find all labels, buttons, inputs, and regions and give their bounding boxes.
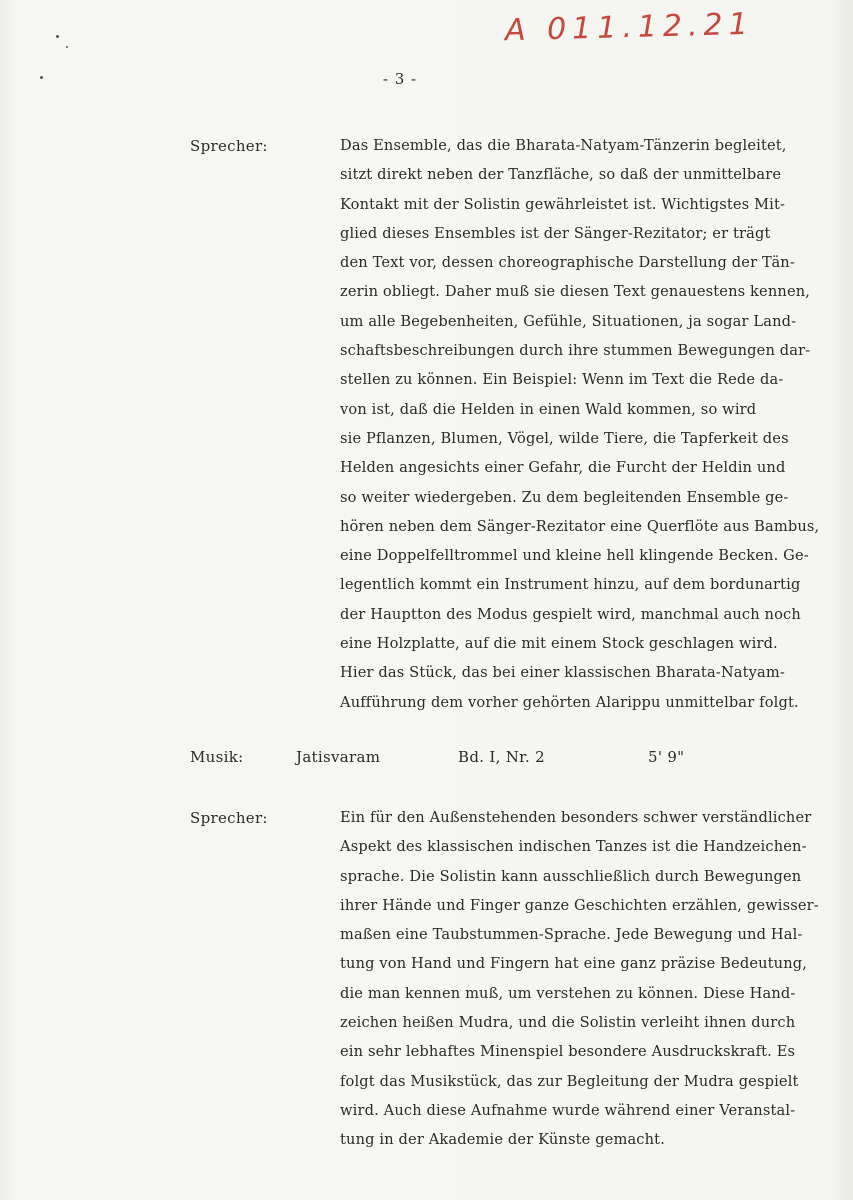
- paragraph-line: Ein für den Außenstehenden besonders schwer verständlicher: [340, 809, 812, 826]
- paragraph-line: stellen zu können. Ein Beispiel: Wenn im Text die Rede da-: [340, 371, 784, 389]
- handwritten-archive-number: A 011.12.21: [504, 6, 755, 49]
- paper-speck: [66, 46, 68, 48]
- paragraph-line: glied dieses Ensembles ist der Sänger-Rezitator; er trägt: [340, 224, 771, 242]
- paragraph-line: eine Doppelfelltrommel und kleine hell klingende Becken. Ge-: [340, 547, 809, 565]
- paragraph-line: um alle Begebenheiten, Gefühle, Situationen, ja sogar Land-: [340, 312, 797, 330]
- music-reference: Bd. I, Nr. 2: [458, 748, 545, 766]
- paragraph-line: den Text vor, dessen choreographische Darstellung der Tän-: [340, 254, 795, 272]
- paragraph-line: zeichen heißen Mudra, und die Solistin verleiht ihnen durch: [340, 1014, 796, 1032]
- paragraph-line: sitzt direkt neben der Tanzfläche, so daß der unmittelbare: [340, 166, 782, 184]
- paragraph-line: hören neben dem Sänger-Rezitator eine Querflöte aus Bambus,: [340, 517, 820, 535]
- speaker-label: Sprecher:: [190, 809, 268, 827]
- paragraph-line: Aspekt des klassischen indischen Tanzes ist die Handzeichen-: [340, 838, 807, 856]
- speaker-label: Sprecher:: [190, 137, 268, 155]
- paper-speck: [56, 35, 59, 38]
- paragraph-line: Aufführung dem vorher gehörten Alarippu unmittelbar folgt.: [340, 693, 799, 711]
- paragraph-line: von ist, daß die Helden in einen Wald kommen, so wird: [340, 400, 757, 418]
- music-duration: 5' 9": [648, 748, 685, 766]
- paragraph-line: tung von Hand und Fingern hat eine ganz präzise Bedeutung,: [340, 955, 808, 973]
- speaker-paragraph-2: [340, 803, 850, 1155]
- music-label: Musik:: [190, 748, 244, 766]
- paragraph-line: legentlich kommt ein Instrument hinzu, auf dem bordunartig: [340, 576, 801, 594]
- paragraph-line: maßen eine Taubstummen-Sprache. Jede Bewegung und Hal-: [340, 926, 803, 944]
- page-number: - 3 -: [382, 70, 418, 88]
- paragraph-line: tung in der Akademie der Künste gemacht.: [340, 1131, 665, 1149]
- paragraph-line: so weiter wiedergeben. Zu dem begleitenden Ensemble ge-: [340, 488, 789, 506]
- paragraph-line: sprache. Die Solistin kann ausschließlich durch Bewegungen: [340, 867, 802, 885]
- paragraph-line: sie Pflanzen, Blumen, Vögel, wilde Tiere, die Tapferkeit des: [340, 429, 789, 447]
- paragraph-line: der Hauptton des Modus gespielt wird, manchmal auch noch: [340, 605, 801, 623]
- paragraph-line: ein sehr lebhaftes Minenspiel besondere Ausdruckskraft. Es: [340, 1043, 796, 1061]
- paragraph-line: ihrer Hände und Finger ganze Geschichten erzählen, gewisser-: [340, 896, 819, 914]
- speaker-paragraph-1: [340, 131, 850, 717]
- paragraph-line: eine Holzplatte, auf die mit einem Stock geschlagen wird.: [340, 635, 778, 653]
- paragraph-line: wird. Auch diese Aufnahme wurde während einer Veranstal-: [340, 1101, 796, 1119]
- paragraph-line: Das Ensemble, das die Bharata-Natyam-Tänzerin begleitet,: [340, 137, 787, 154]
- paragraph-line: folgt das Musikstück, das zur Begleitung der Mudra gespielt: [340, 1072, 799, 1090]
- paragraph-line: Kontakt mit der Solistin gewährleistet ist. Wichtigstes Mit-: [340, 195, 786, 213]
- paragraph-line: die man kennen muß, um verstehen zu können. Diese Hand-: [340, 984, 796, 1002]
- paragraph-line: schaftsbeschreibungen durch ihre stummen Bewegungen dar-: [340, 342, 811, 360]
- music-title: Jatisvaram: [296, 748, 381, 766]
- paragraph-line: Hier das Stück, das bei einer klassischen Bharata-Natyam-: [340, 664, 785, 682]
- paragraph-line: zerin obliegt. Daher muß sie diesen Text genauestens kennen,: [340, 283, 811, 301]
- paragraph-line: Helden angesichts einer Gefahr, die Furcht der Heldin und: [340, 459, 786, 477]
